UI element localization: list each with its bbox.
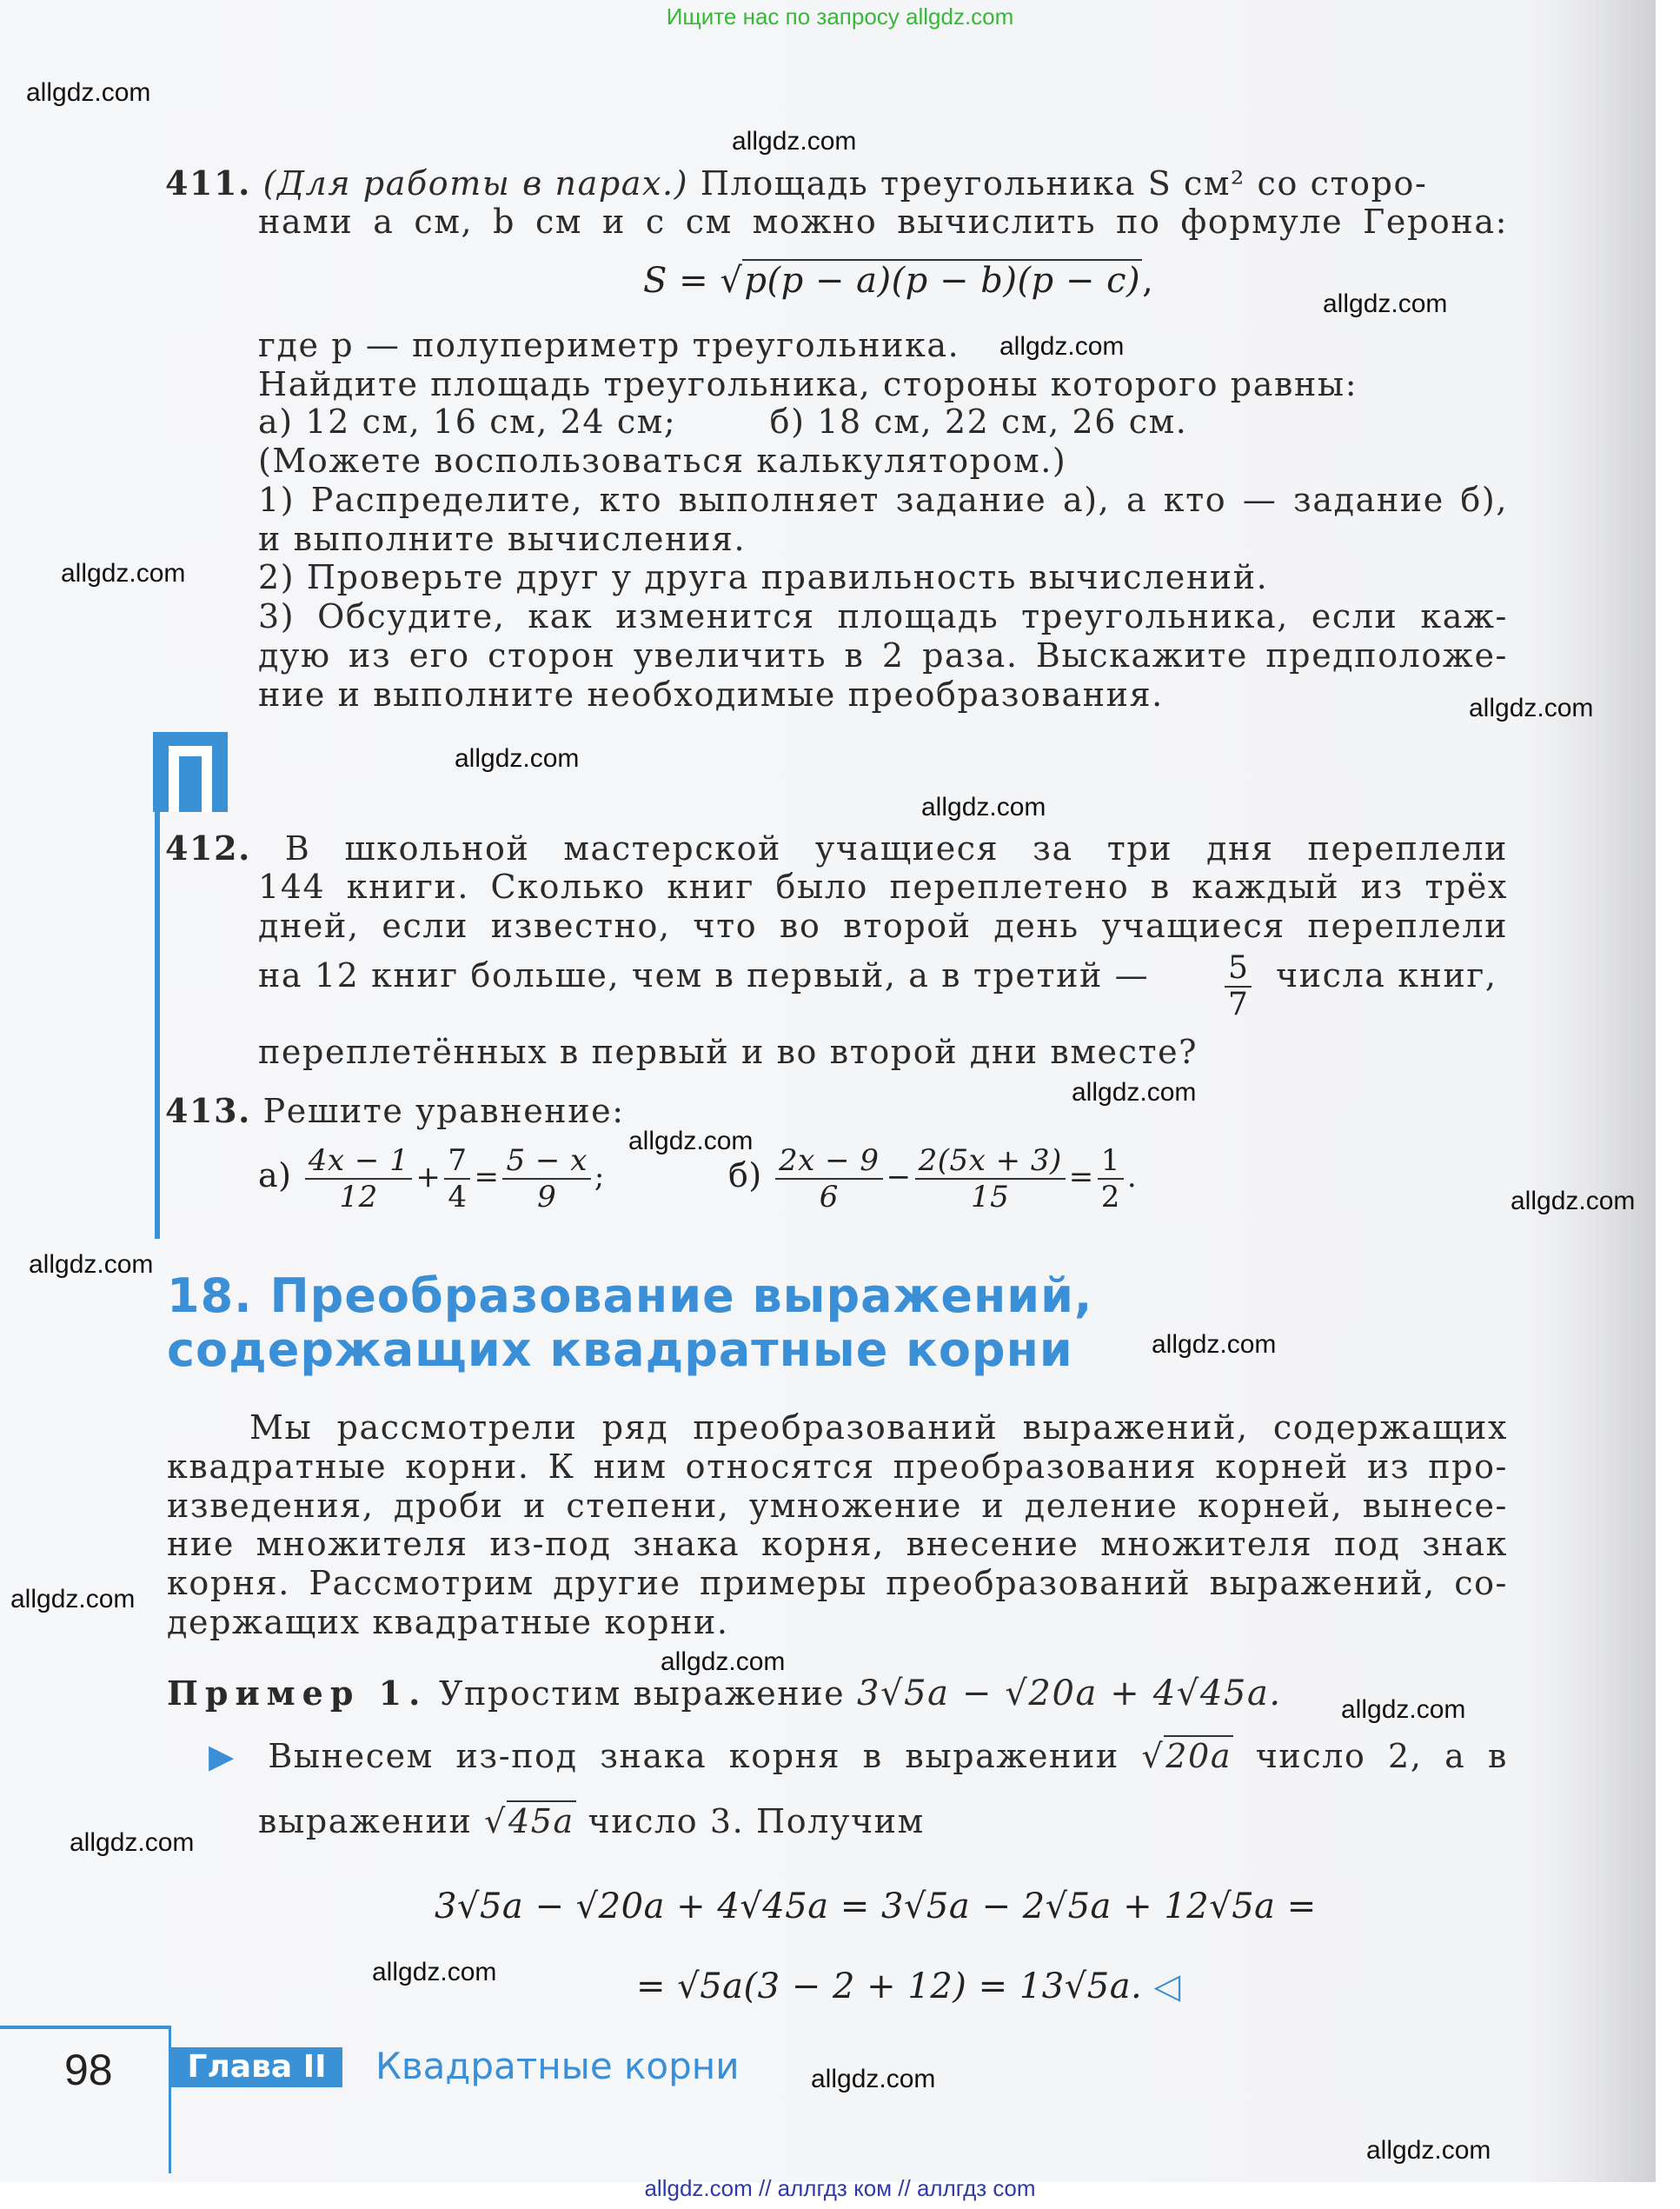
top-banner[interactable]: Ищите нас по запросу allgdz.com xyxy=(666,3,1014,30)
fraction-denominator: 6 xyxy=(819,1180,839,1214)
equation-b: б) $\frac{2x - 9}{6}$ − $\frac{2(5x + 3)}{15}$ = $\frac{1}{2}$ . xyxy=(728,1143,1138,1214)
option-a: а) 12 см, 16 см, 24 см; xyxy=(258,403,677,441)
body-text-line: корня. Рассмотрим другие примеры преобразований выражений, со- xyxy=(167,1564,1508,1602)
problem-411-line-3: где p — полупериметр треугольника. xyxy=(258,326,960,364)
watermark: allgdz.com xyxy=(26,78,151,107)
equation-a-label: а) xyxy=(258,1156,292,1194)
formula-radicand: p(p − a)(p − b)(p − c) xyxy=(744,261,1141,301)
watermark: allgdz.com xyxy=(61,559,186,588)
body-text-line: квадратные корни. К ним относятся преобразования корней из про- xyxy=(167,1447,1508,1486)
sqrt-icon: √ xyxy=(484,1802,507,1840)
watermark: allgdz.com xyxy=(372,1958,497,1986)
fraction-denominator: 7 xyxy=(1228,987,1249,1022)
example-text: Упростим выражение xyxy=(438,1674,846,1713)
watermark: allgdz.com xyxy=(1366,2136,1491,2165)
problem-412-line-4a: на 12 книг больше, чем в первый, а в третий — xyxy=(258,956,1150,995)
pair-work-icon xyxy=(153,732,228,812)
body-text-line: держащих квадратные корни. xyxy=(167,1603,729,1641)
problem-413-title xyxy=(165,1091,1034,1131)
solution-text-2a: выражении xyxy=(258,1802,473,1840)
solution-line-2 xyxy=(258,1802,1508,1841)
problem-412-line-3: дней, если известно, что во второй день учащиеся переплели xyxy=(258,907,1508,945)
body-text-line: ние множителя из-под знака корня, внесение множителя под знак xyxy=(167,1525,1508,1563)
problem-number: 411. xyxy=(165,163,251,203)
watermark: allgdz.com xyxy=(455,744,580,773)
solution-radicand-2: 45a xyxy=(508,1802,574,1840)
body-text-line: изведения, дроби и степени, умножение и деление корней, вынесе- xyxy=(167,1487,1508,1525)
calculation-line-1: 3√5a − √20a + 4√45a = 3√5a − 2√5a + 12√5a = xyxy=(435,1886,1317,1926)
chapter-badge: Глава II xyxy=(171,2047,342,2087)
fraction-numerator: 2x − 9 xyxy=(775,1143,883,1180)
section-title-line-2: содержащих квадратные корни xyxy=(167,1322,1073,1377)
fraction-denominator: 2 xyxy=(1100,1180,1120,1214)
watermark: allgdz.com xyxy=(732,127,857,156)
problem-411-line-2: нами a см, b см и c см можно вычислить по формуле Герона: xyxy=(258,203,1508,241)
sqrt-icon: √ xyxy=(720,261,743,301)
sidebar-accent-bar xyxy=(155,800,160,1239)
chapter-title: Квадратные корни xyxy=(375,2045,740,2087)
solution-text-1a: Вынесем из-под знака корня в выражении xyxy=(268,1737,1119,1775)
solution-line-1 xyxy=(209,1737,1508,1776)
problem-411-text: Площадь треугольника S см² со сторо- xyxy=(700,164,1428,203)
problem-411-options xyxy=(258,403,1508,442)
problem-411-step-3b: дую из его сторон увеличить в 2 раза. Выскажите предположе- xyxy=(258,636,1508,675)
example-expression: 3√5a − √20a + 4√45a. xyxy=(856,1673,1282,1713)
example-1-heading xyxy=(167,1673,1508,1713)
watermark: allgdz.com xyxy=(1072,1078,1197,1107)
watermark: allgdz.com xyxy=(29,1250,154,1279)
fraction-denominator: 4 xyxy=(448,1180,468,1214)
formula-lhs: S = xyxy=(643,261,709,301)
fraction-denominator: 15 xyxy=(971,1180,1010,1214)
watermark: allgdz.com xyxy=(999,332,1125,361)
fraction-denominator: 9 xyxy=(537,1180,557,1214)
heron-formula xyxy=(643,261,1153,301)
fraction-numerator: 5 xyxy=(1225,951,1252,988)
footer-divider xyxy=(0,2026,169,2029)
problem-411-step-1b: и выполните вычисления. xyxy=(258,520,747,558)
watermark: allgdz.com xyxy=(1341,1695,1466,1724)
problem-411-line-4: Найдите площадь треугольника, стороны которого равны: xyxy=(258,365,1358,403)
example-label: Пример 1. xyxy=(167,1673,428,1713)
page-number: 98 xyxy=(64,2046,113,2094)
solution-radicand-1: 20a xyxy=(1165,1737,1232,1775)
problem-411-line-1 xyxy=(165,163,1508,203)
section-title-line-1: 18. Преобразование выражений, xyxy=(167,1268,1093,1323)
calculation-line-2 xyxy=(636,1966,1181,2006)
fraction-denominator: 12 xyxy=(339,1180,378,1214)
problem-411-line-6: (Можете воспользоваться калькулятором.) xyxy=(258,442,1067,480)
watermark: allgdz.com xyxy=(661,1647,786,1676)
watermark: allgdz.com xyxy=(921,793,1046,822)
watermark: allgdz.com xyxy=(70,1828,195,1857)
problem-411-step-1a: 1) Распределите, кто выполняет задание а), а кто — задание б), xyxy=(258,481,1508,519)
problem-412-text: В школьной мастерской учащиеся за три дня переплели xyxy=(284,829,1508,868)
fraction-numerator: 4x − 1 xyxy=(305,1143,413,1180)
option-b: б) 18 см, 22 см, 26 см. xyxy=(769,403,1188,441)
calculation-2-text: = √5a(3 − 2 + 12) = 13√5a. xyxy=(636,1966,1143,2006)
problem-411-step-2: 2) Проверьте друг у друга правильность вычислений. xyxy=(258,558,1269,596)
problem-412-line-1 xyxy=(165,828,1508,868)
play-arrow-icon: ▶ xyxy=(209,1737,246,1775)
watermark: allgdz.com xyxy=(1323,289,1448,318)
watermark: allgdz.com xyxy=(1511,1187,1636,1215)
problem-412-line-2: 144 книги. Сколько книг было переплетено в каждый из трёх xyxy=(258,868,1508,906)
section-title xyxy=(167,1269,1092,1377)
fraction-numerator: 1 xyxy=(1098,1143,1124,1180)
watermark: allgdz.com xyxy=(1152,1330,1277,1359)
bottom-banner[interactable]: allgdz.com // аллгдз ком // аллгдз com xyxy=(644,2175,1036,2201)
problem-411-step-3a: 3) Обсудите, как изменится площадь треугольника, если каж- xyxy=(258,597,1508,635)
body-text-line: Мы рассмотрели ряд преобразований выражений, содержащих xyxy=(249,1408,1508,1447)
fraction-numerator: 2(5x + 3) xyxy=(915,1143,1066,1180)
problem-number: 412. xyxy=(165,828,251,868)
problem-number: 413. xyxy=(165,1091,251,1130)
watermark: allgdz.com xyxy=(811,2065,936,2093)
problem-413-text: Решите уравнение: xyxy=(262,1092,625,1130)
watermark: allgdz.com xyxy=(10,1585,136,1614)
problem-411-intro: (Для работы в парах.) xyxy=(262,164,689,203)
sqrt-icon: √ xyxy=(1141,1737,1165,1775)
equation-b-label: б) xyxy=(728,1156,762,1194)
problem-411-step-3c: ние и выполните необходимые преобразования. xyxy=(258,675,1164,714)
watermark: allgdz.com xyxy=(628,1127,754,1155)
fraction-numerator: 5 − x xyxy=(502,1143,590,1180)
problem-412-line-4b: числа книг, xyxy=(1276,956,1497,995)
watermark: allgdz.com xyxy=(1469,694,1594,722)
solution-text-2b: число 3. Получим xyxy=(588,1802,925,1840)
fraction-5-7 xyxy=(1221,951,1255,1022)
problem-412-line-5: переплетённых в первый и во второй дни вместе? xyxy=(258,1033,1199,1071)
solution-text-1b: число 2, а в xyxy=(1255,1737,1508,1775)
end-of-solution-icon: ◁ xyxy=(1153,1966,1181,2006)
fraction-numerator: 7 xyxy=(444,1143,470,1180)
formula-tail: , xyxy=(1142,261,1154,301)
equation-a: а) $\frac{4x - 1}{12}$ + $\frac{7}{4}$ = $\frac{5 - x}{9}$ ; xyxy=(258,1143,605,1214)
